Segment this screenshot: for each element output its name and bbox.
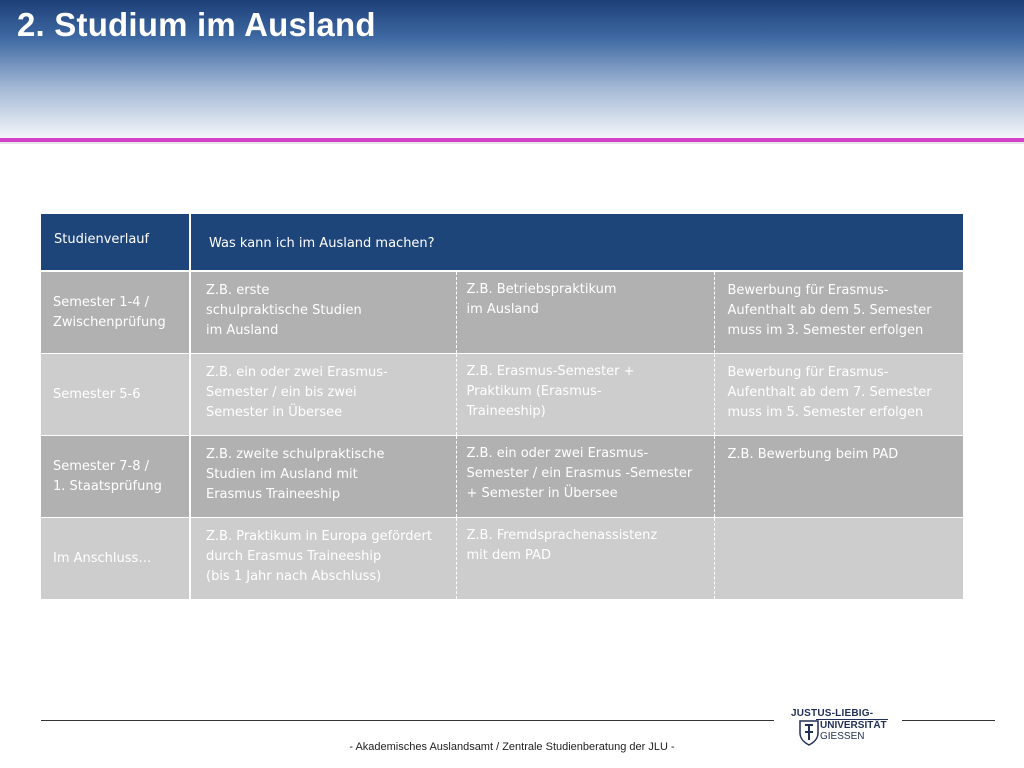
option-cell xyxy=(190,271,456,354)
option-text: Z.B. Praktikum in Europa gefördert durch Erasmus Traineeship (bis 1 Jahr nach Abschluss) xyxy=(206,529,432,584)
header-label-options: Was kann ich im Ausland machen? xyxy=(209,236,435,251)
option-cell xyxy=(190,518,456,600)
option-text: Z.B. Bewerbung beim PAD xyxy=(727,447,899,462)
logo-text-line2: UNIVERSITÄT xyxy=(820,720,887,731)
phase-label: Semester 7-8 / 1. Staatsprüfung xyxy=(53,458,162,494)
table-row xyxy=(41,436,963,518)
phase-label: Semester 1-4 / Zwischenprüfung xyxy=(53,294,166,330)
option-cell xyxy=(714,354,963,436)
option-cell xyxy=(714,436,963,518)
phase-cell xyxy=(41,436,190,518)
phase-label: Semester 5-6 xyxy=(53,386,141,402)
option-text: Z.B. erste schulpraktische Studien im Ausland xyxy=(206,283,362,338)
slide-title: 2. Studium im Ausland xyxy=(17,6,376,43)
table-header-row xyxy=(41,214,963,271)
option-cell xyxy=(190,436,456,518)
option-text: Z.B. Betriebspraktikum im Ausland xyxy=(466,282,617,317)
phase-cell xyxy=(41,518,190,600)
option-cell xyxy=(456,518,714,600)
option-text: Z.B. ein oder zwei Erasmus- Semester / ein bis zwei Semester in Übersee xyxy=(206,365,388,420)
option-text: Z.B. Erasmus-Semester + Praktikum (Erasmus- Traineeship) xyxy=(466,364,635,419)
header-label-studienverlauf: Studienverlauf xyxy=(54,232,150,247)
phase-cell xyxy=(41,271,190,354)
option-cell xyxy=(456,271,714,354)
footer-text: - Akademisches Auslandsamt / Zentrale Studienberatung der JLU - xyxy=(349,741,675,753)
phase-label: Im Anschluss… xyxy=(53,550,152,566)
footer-divider-left xyxy=(41,720,774,721)
option-text: Z.B. ein oder zwei Erasmus- Semester / ein Erasmus -Semester + Semester in Übersee xyxy=(466,446,693,501)
table-row xyxy=(41,271,963,354)
option-text: Z.B. Fremdsprachenassistenz mit dem PAD xyxy=(466,528,658,563)
footer-divider-right xyxy=(902,720,995,721)
option-cell xyxy=(190,354,456,436)
header-cell-options xyxy=(190,214,963,271)
table-row xyxy=(41,518,963,600)
header-cell-studienverlauf xyxy=(41,214,190,271)
option-cell xyxy=(714,271,963,354)
option-cell xyxy=(456,354,714,436)
option-text: Bewerbung für Erasmus- Aufenthalt ab dem 5. Semester muss im 3. Semester erfolgen xyxy=(727,283,932,338)
title-banner xyxy=(0,0,1024,138)
accent-divider xyxy=(0,138,1024,142)
option-text: Bewerbung für Erasmus- Aufenthalt ab dem 7. Semester muss im 5. Semester erfolgen xyxy=(727,365,932,420)
logo-text-line3: GIESSEN xyxy=(820,731,865,742)
option-cell xyxy=(456,436,714,518)
option-text: Z.B. zweite schulpraktische Studien im Ausland mit Erasmus Traineeship xyxy=(206,447,385,502)
logo-text-line1: JUSTUS-LIEBIG- xyxy=(791,708,874,719)
phase-cell xyxy=(41,354,190,436)
study-abroad-table xyxy=(41,214,963,599)
option-text xyxy=(715,518,964,527)
table-row xyxy=(41,354,963,436)
option-cell xyxy=(714,518,963,600)
